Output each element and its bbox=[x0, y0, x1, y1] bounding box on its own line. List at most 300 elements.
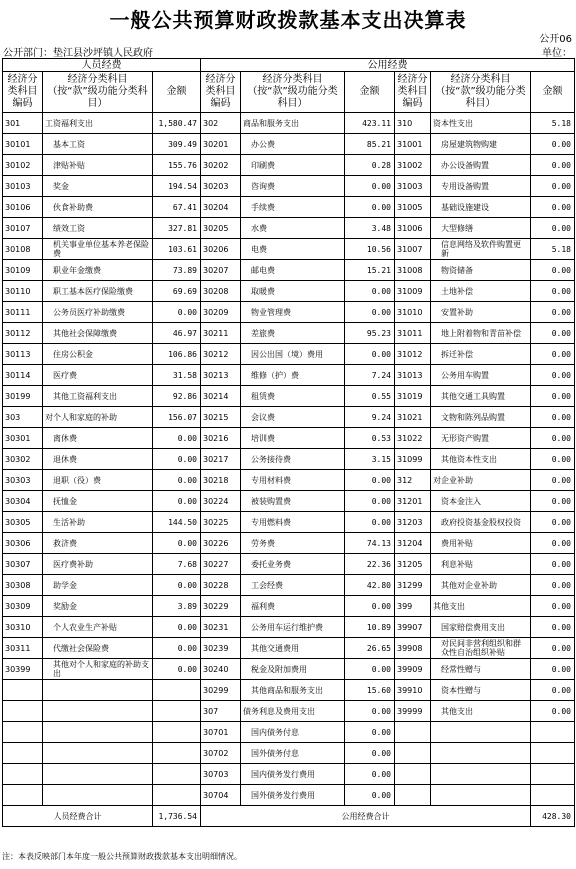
code-2: 30299 bbox=[201, 680, 241, 701]
amount-1 bbox=[153, 680, 201, 701]
name-3: 对企业补助 bbox=[431, 470, 531, 491]
name-1: 住房公积金 bbox=[43, 344, 153, 365]
amount-2: 26.65 bbox=[345, 638, 395, 659]
name-2: 其他商品和服务支出 bbox=[241, 680, 345, 701]
name-1 bbox=[43, 722, 153, 743]
code-1: 30113 bbox=[3, 344, 43, 365]
code-1 bbox=[3, 701, 43, 722]
amount-1: 103.61 bbox=[153, 239, 201, 260]
code-1: 30306 bbox=[3, 533, 43, 554]
amount-1: 3.89 bbox=[153, 596, 201, 617]
amount-2: 0.00 bbox=[345, 701, 395, 722]
amount-1: 73.89 bbox=[153, 260, 201, 281]
amount-2: 15.21 bbox=[345, 260, 395, 281]
amount-1: 69.69 bbox=[153, 281, 201, 302]
amount-1: 67.41 bbox=[153, 197, 201, 218]
table-row bbox=[3, 659, 575, 680]
name-3: 费用补贴 bbox=[431, 533, 531, 554]
amount-1: 0.00 bbox=[153, 449, 201, 470]
amount-2: 85.21 bbox=[345, 134, 395, 155]
table-row bbox=[3, 491, 575, 512]
amount-1: 1,580.47 bbox=[153, 113, 201, 134]
name-3: 无形资产购置 bbox=[431, 428, 531, 449]
table-row bbox=[3, 533, 575, 554]
name-1: 工资福利支出 bbox=[43, 113, 153, 134]
code-2: 30212 bbox=[201, 344, 241, 365]
code-1: 303 bbox=[3, 407, 43, 428]
code-2: 30227 bbox=[201, 554, 241, 575]
amount-3: 0.00 bbox=[531, 428, 575, 449]
total-public-label: 公用经费合计 bbox=[201, 806, 531, 827]
name-2: 委托业务费 bbox=[241, 554, 345, 575]
table-row bbox=[3, 449, 575, 470]
amount-2: 0.55 bbox=[345, 386, 395, 407]
amount-1: 106.86 bbox=[153, 344, 201, 365]
amount-1: 0.00 bbox=[153, 302, 201, 323]
name-1: 医疗费补助 bbox=[43, 554, 153, 575]
amount-1 bbox=[153, 701, 201, 722]
name-2: 电费 bbox=[241, 239, 345, 260]
amount-2: 0.00 bbox=[345, 785, 395, 806]
table-row bbox=[3, 134, 575, 155]
code-2: 30209 bbox=[201, 302, 241, 323]
amount-3: 0.00 bbox=[531, 512, 575, 533]
code-3: 31299 bbox=[395, 575, 431, 596]
amount-1 bbox=[153, 785, 201, 806]
code-3: 31010 bbox=[395, 302, 431, 323]
name-3: 土地补偿 bbox=[431, 281, 531, 302]
name-2: 国外债务发行费用 bbox=[241, 785, 345, 806]
amount-1: 0.00 bbox=[153, 617, 201, 638]
code-3: 31099 bbox=[395, 449, 431, 470]
name-2: 福利费 bbox=[241, 596, 345, 617]
amount-2: 10.89 bbox=[345, 617, 395, 638]
amount-1: 309.49 bbox=[153, 134, 201, 155]
name-2: 因公出国（境）费用 bbox=[241, 344, 345, 365]
amount-1: 0.00 bbox=[153, 638, 201, 659]
name-3: 其他支出 bbox=[431, 596, 531, 617]
table-row bbox=[3, 281, 575, 302]
code-2: 30217 bbox=[201, 449, 241, 470]
amount-1: 156.07 bbox=[153, 407, 201, 428]
code-3: 39907 bbox=[395, 617, 431, 638]
code-1: 30199 bbox=[3, 386, 43, 407]
code-3: 31205 bbox=[395, 554, 431, 575]
code-3: 312 bbox=[395, 470, 431, 491]
name-3: 资本性赠与 bbox=[431, 680, 531, 701]
name-3: 专用设备购置 bbox=[431, 176, 531, 197]
code-1: 30309 bbox=[3, 596, 43, 617]
code-1 bbox=[3, 743, 43, 764]
name-3: 房屋建筑物购建 bbox=[431, 134, 531, 155]
table-row bbox=[3, 155, 575, 176]
table-row bbox=[3, 323, 575, 344]
amount-1: 92.86 bbox=[153, 386, 201, 407]
code-3: 31021 bbox=[395, 407, 431, 428]
amount-1: 155.76 bbox=[153, 155, 201, 176]
code-2: 30702 bbox=[201, 743, 241, 764]
name-3: 文物和陈列品购置 bbox=[431, 407, 531, 428]
name-3: 其他资本性支出 bbox=[431, 449, 531, 470]
amount-2: 0.00 bbox=[345, 512, 395, 533]
code-2: 30703 bbox=[201, 764, 241, 785]
name-3: 政府投资基金股权投资 bbox=[431, 512, 531, 533]
name-2: 差旅费 bbox=[241, 323, 345, 344]
name-1: 其他对个人和家庭的补助支出 bbox=[43, 659, 153, 680]
table-row bbox=[3, 428, 575, 449]
name-2: 专用材料费 bbox=[241, 470, 345, 491]
table-row bbox=[3, 197, 575, 218]
amount-2: 0.00 bbox=[345, 659, 395, 680]
amount-3: 0.00 bbox=[531, 701, 575, 722]
amount-2: 9.24 bbox=[345, 407, 395, 428]
name-3: 资本性支出 bbox=[431, 113, 531, 134]
code-1: 30305 bbox=[3, 512, 43, 533]
name-3: 基础设施建设 bbox=[431, 197, 531, 218]
name-2: 债务利息及费用支出 bbox=[241, 701, 345, 722]
code-1: 30102 bbox=[3, 155, 43, 176]
amount-1 bbox=[153, 764, 201, 785]
amount-2: 0.53 bbox=[345, 428, 395, 449]
name-2: 咨询费 bbox=[241, 176, 345, 197]
amount-1: 46.97 bbox=[153, 323, 201, 344]
code-1: 301 bbox=[3, 113, 43, 134]
name-1: 抚恤金 bbox=[43, 491, 153, 512]
table-row bbox=[3, 113, 575, 134]
header-name-2: 经济分类科目（按“款”级功能分类科目） bbox=[241, 72, 345, 113]
amount-3: 0.00 bbox=[531, 134, 575, 155]
amount-2: 0.00 bbox=[345, 302, 395, 323]
header-amount-1: 金额 bbox=[153, 72, 201, 113]
form-code: 公开06 bbox=[539, 34, 572, 45]
code-1: 30103 bbox=[3, 176, 43, 197]
name-3: 其他交通工具购置 bbox=[431, 386, 531, 407]
code-2: 30213 bbox=[201, 365, 241, 386]
code-2: 30202 bbox=[201, 155, 241, 176]
amount-3: 0.00 bbox=[531, 449, 575, 470]
header-code-3: 经济分类科目编码 bbox=[395, 72, 431, 113]
amount-2: 0.28 bbox=[345, 155, 395, 176]
name-1: 职工基本医疗保险缴费 bbox=[43, 281, 153, 302]
total-public-value: 428.30 bbox=[531, 806, 575, 827]
name-1 bbox=[43, 785, 153, 806]
name-2: 公务接待费 bbox=[241, 449, 345, 470]
amount-3: 0.00 bbox=[531, 533, 575, 554]
name-1: 其他社会保障缴费 bbox=[43, 323, 153, 344]
amount-2: 3.48 bbox=[345, 218, 395, 239]
code-3: 31019 bbox=[395, 386, 431, 407]
amount-3: 0.00 bbox=[531, 344, 575, 365]
code-2: 30206 bbox=[201, 239, 241, 260]
name-1 bbox=[43, 701, 153, 722]
code-3: 31002 bbox=[395, 155, 431, 176]
table-row bbox=[3, 365, 575, 386]
code-3: 310 bbox=[395, 113, 431, 134]
code-1: 30303 bbox=[3, 470, 43, 491]
name-3 bbox=[431, 722, 531, 743]
header-code-1: 经济分类科目编码 bbox=[3, 72, 43, 113]
code-1: 30112 bbox=[3, 323, 43, 344]
name-2: 物业管理费 bbox=[241, 302, 345, 323]
amount-3: 0.00 bbox=[531, 281, 575, 302]
name-3: 地上附着物和青苗补偿 bbox=[431, 323, 531, 344]
amount-3 bbox=[531, 764, 575, 785]
name-3: 办公设备购置 bbox=[431, 155, 531, 176]
code-3: 31012 bbox=[395, 344, 431, 365]
amount-3: 0.00 bbox=[531, 323, 575, 344]
amount-1 bbox=[153, 743, 201, 764]
table-row bbox=[3, 638, 575, 659]
name-2: 办公费 bbox=[241, 134, 345, 155]
code-2: 30225 bbox=[201, 512, 241, 533]
name-3: 其他对企业补助 bbox=[431, 575, 531, 596]
name-1: 津贴补贴 bbox=[43, 155, 153, 176]
header-code-2: 经济分类科目编码 bbox=[201, 72, 241, 113]
code-1: 30101 bbox=[3, 134, 43, 155]
name-1: 生活补助 bbox=[43, 512, 153, 533]
amount-3: 0.00 bbox=[531, 302, 575, 323]
code-2: 30208 bbox=[201, 281, 241, 302]
table-row bbox=[3, 407, 575, 428]
amount-1: 0.00 bbox=[153, 428, 201, 449]
amount-2: 22.36 bbox=[345, 554, 395, 575]
name-1: 医疗费 bbox=[43, 365, 153, 386]
amount-3: 0.00 bbox=[531, 197, 575, 218]
name-3 bbox=[431, 764, 531, 785]
code-3 bbox=[395, 722, 431, 743]
header-name-3: 经济分类科目（按“款”级功能分类科目） bbox=[431, 72, 531, 113]
code-2: 30205 bbox=[201, 218, 241, 239]
code-1: 30302 bbox=[3, 449, 43, 470]
code-2: 30216 bbox=[201, 428, 241, 449]
name-1: 基本工资 bbox=[43, 134, 153, 155]
table-row bbox=[3, 554, 575, 575]
code-2: 30228 bbox=[201, 575, 241, 596]
code-2: 30701 bbox=[201, 722, 241, 743]
department-label: 公开部门：垫江县沙坪镇人民政府 bbox=[3, 48, 153, 59]
name-3: 其他支出 bbox=[431, 701, 531, 722]
name-2: 公务用车运行维护费 bbox=[241, 617, 345, 638]
code-2: 30215 bbox=[201, 407, 241, 428]
code-1: 30304 bbox=[3, 491, 43, 512]
amount-3: 0.00 bbox=[531, 617, 575, 638]
page-title: 一般公共预算财政拨款基本支出决算表 bbox=[109, 8, 467, 32]
name-1: 对个人和家庭的补助 bbox=[43, 407, 153, 428]
amount-2: 7.24 bbox=[345, 365, 395, 386]
name-3 bbox=[431, 785, 531, 806]
amount-2: 0.00 bbox=[345, 176, 395, 197]
amount-3: 0.00 bbox=[531, 407, 575, 428]
code-2: 30201 bbox=[201, 134, 241, 155]
amount-3: 0.00 bbox=[531, 575, 575, 596]
name-2: 国内债务付息 bbox=[241, 722, 345, 743]
amount-3: 0.00 bbox=[531, 596, 575, 617]
table-row bbox=[3, 302, 575, 323]
name-2: 其他交通费用 bbox=[241, 638, 345, 659]
code-2: 307 bbox=[201, 701, 241, 722]
code-1: 30311 bbox=[3, 638, 43, 659]
name-1: 奖金 bbox=[43, 176, 153, 197]
name-2: 税金及附加费用 bbox=[241, 659, 345, 680]
group-public: 公用经费 bbox=[201, 59, 575, 72]
amount-3 bbox=[531, 743, 575, 764]
name-1 bbox=[43, 764, 153, 785]
amount-2: 15.60 bbox=[345, 680, 395, 701]
table-row bbox=[3, 239, 575, 260]
name-2: 专用燃料费 bbox=[241, 512, 345, 533]
name-2: 劳务费 bbox=[241, 533, 345, 554]
name-3 bbox=[431, 743, 531, 764]
code-3: 31022 bbox=[395, 428, 431, 449]
name-3: 经常性赠与 bbox=[431, 659, 531, 680]
header-amount-3: 金额 bbox=[531, 72, 575, 113]
amount-3: 0.00 bbox=[531, 680, 575, 701]
code-2: 30240 bbox=[201, 659, 241, 680]
code-1: 30108 bbox=[3, 239, 43, 260]
name-2: 工会经费 bbox=[241, 575, 345, 596]
code-1 bbox=[3, 680, 43, 701]
name-2: 国外债务付息 bbox=[241, 743, 345, 764]
name-3: 信息网络及软件购置更新 bbox=[431, 239, 531, 260]
code-3: 31007 bbox=[395, 239, 431, 260]
name-2: 手续费 bbox=[241, 197, 345, 218]
table-row bbox=[3, 470, 575, 491]
name-2: 维修（护）费 bbox=[241, 365, 345, 386]
name-3: 资本金注入 bbox=[431, 491, 531, 512]
table-row bbox=[3, 701, 575, 722]
code-1: 30111 bbox=[3, 302, 43, 323]
amount-1: 0.00 bbox=[153, 470, 201, 491]
name-2: 租赁费 bbox=[241, 386, 345, 407]
code-2: 30224 bbox=[201, 491, 241, 512]
name-2: 印刷费 bbox=[241, 155, 345, 176]
code-2: 30704 bbox=[201, 785, 241, 806]
amount-1: 31.58 bbox=[153, 365, 201, 386]
code-2: 30214 bbox=[201, 386, 241, 407]
code-1: 30307 bbox=[3, 554, 43, 575]
name-1 bbox=[43, 743, 153, 764]
code-2: 30231 bbox=[201, 617, 241, 638]
name-1: 个人农业生产补贴 bbox=[43, 617, 153, 638]
code-2: 30226 bbox=[201, 533, 241, 554]
name-2: 被装购置费 bbox=[241, 491, 345, 512]
amount-2: 95.23 bbox=[345, 323, 395, 344]
code-1: 30399 bbox=[3, 659, 43, 680]
name-2: 水费 bbox=[241, 218, 345, 239]
name-3: 安置补助 bbox=[431, 302, 531, 323]
header-name-1: 经济分类科目（按“款”级功能分类科目） bbox=[43, 72, 153, 113]
amount-2: 42.80 bbox=[345, 575, 395, 596]
expenditure-table bbox=[2, 58, 575, 827]
code-3: 39909 bbox=[395, 659, 431, 680]
group-personnel: 人员经费 bbox=[3, 59, 201, 72]
amount-2: 0.00 bbox=[345, 344, 395, 365]
name-1: 奖励金 bbox=[43, 596, 153, 617]
amount-3: 0.00 bbox=[531, 638, 575, 659]
amount-1: 144.50 bbox=[153, 512, 201, 533]
amount-2: 0.00 bbox=[345, 470, 395, 491]
table-row bbox=[3, 722, 575, 743]
amount-1: 0.00 bbox=[153, 533, 201, 554]
name-3: 物资储备 bbox=[431, 260, 531, 281]
amount-1: 327.81 bbox=[153, 218, 201, 239]
amount-3: 5.18 bbox=[531, 113, 575, 134]
amount-2: 0.00 bbox=[345, 281, 395, 302]
name-1: 公务员医疗补助缴费 bbox=[43, 302, 153, 323]
code-3: 31201 bbox=[395, 491, 431, 512]
code-2: 30211 bbox=[201, 323, 241, 344]
amount-3: 0.00 bbox=[531, 260, 575, 281]
table-row bbox=[3, 743, 575, 764]
table-row bbox=[3, 617, 575, 638]
code-1: 30301 bbox=[3, 428, 43, 449]
amount-1: 0.00 bbox=[153, 659, 201, 680]
name-3: 国家赔偿费用支出 bbox=[431, 617, 531, 638]
amount-2: 0.00 bbox=[345, 491, 395, 512]
table-row bbox=[3, 575, 575, 596]
code-3 bbox=[395, 743, 431, 764]
name-1: 代缴社会保险费 bbox=[43, 638, 153, 659]
header-amount-2: 金额 bbox=[345, 72, 395, 113]
code-3: 31003 bbox=[395, 176, 431, 197]
amount-3 bbox=[531, 722, 575, 743]
code-3: 39908 bbox=[395, 638, 431, 659]
name-1: 助学金 bbox=[43, 575, 153, 596]
total-personnel-label: 人员经费合计 bbox=[3, 806, 153, 827]
amount-1: 0.00 bbox=[153, 575, 201, 596]
name-1: 机关事业单位基本养老保险费 bbox=[43, 239, 153, 260]
code-3 bbox=[395, 785, 431, 806]
amount-3: 0.00 bbox=[531, 218, 575, 239]
name-2: 邮电费 bbox=[241, 260, 345, 281]
name-1: 离休费 bbox=[43, 428, 153, 449]
amount-3: 0.00 bbox=[531, 659, 575, 680]
name-2: 培训费 bbox=[241, 428, 345, 449]
amount-2: 423.11 bbox=[345, 113, 395, 134]
name-1: 退休费 bbox=[43, 449, 153, 470]
code-2: 30229 bbox=[201, 596, 241, 617]
table-row bbox=[3, 218, 575, 239]
code-1: 30107 bbox=[3, 218, 43, 239]
code-1: 30109 bbox=[3, 260, 43, 281]
name-2: 国内债务发行费用 bbox=[241, 764, 345, 785]
amount-3: 0.00 bbox=[531, 176, 575, 197]
name-1: 救济费 bbox=[43, 533, 153, 554]
amount-3: 0.00 bbox=[531, 470, 575, 491]
name-1 bbox=[43, 680, 153, 701]
table-row bbox=[3, 596, 575, 617]
name-2: 取暖费 bbox=[241, 281, 345, 302]
code-1 bbox=[3, 764, 43, 785]
amount-2: 0.00 bbox=[345, 764, 395, 785]
amount-2: 0.00 bbox=[345, 722, 395, 743]
table-row bbox=[3, 176, 575, 197]
amount-2: 0.00 bbox=[345, 197, 395, 218]
amount-2: 74.13 bbox=[345, 533, 395, 554]
name-1: 其他工资福利支出 bbox=[43, 386, 153, 407]
footnote: 注：本表反映部门本年度一般公共预算财政拨款基本支出明细情况。 bbox=[2, 852, 242, 861]
table-row bbox=[3, 680, 575, 701]
code-3: 31009 bbox=[395, 281, 431, 302]
table-row bbox=[3, 344, 575, 365]
code-3: 31011 bbox=[395, 323, 431, 344]
name-1: 退职（役）费 bbox=[43, 470, 153, 491]
table-row bbox=[3, 764, 575, 785]
code-1: 30310 bbox=[3, 617, 43, 638]
name-2: 会议费 bbox=[241, 407, 345, 428]
amount-1: 7.68 bbox=[153, 554, 201, 575]
name-3: 利息补贴 bbox=[431, 554, 531, 575]
